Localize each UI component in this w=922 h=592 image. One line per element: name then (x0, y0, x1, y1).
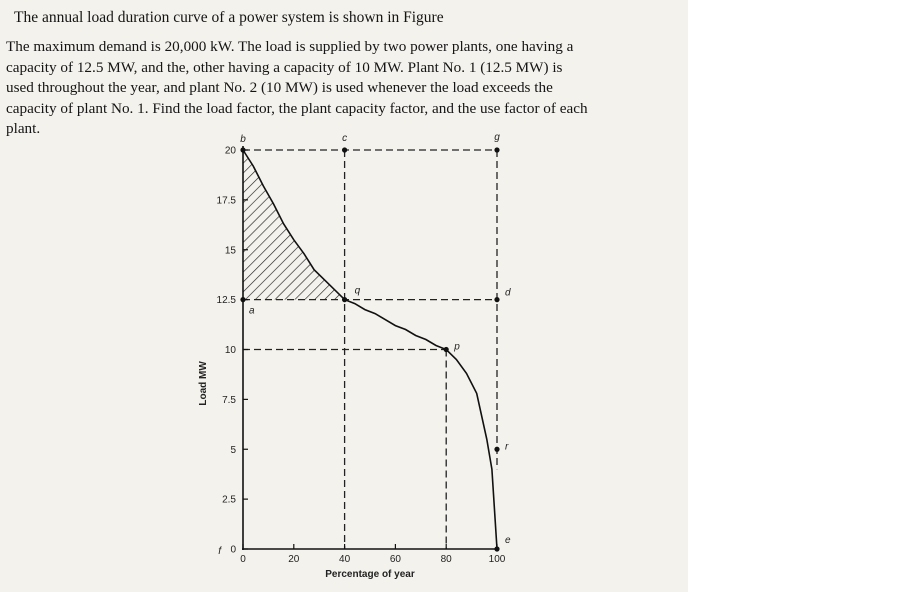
point-c-marker (342, 147, 347, 152)
y-tick-label: 5 (230, 444, 236, 456)
y-tick-label: 15 (224, 245, 236, 257)
y-tick-label: 20 (224, 145, 236, 157)
point-label-p: p (454, 341, 460, 353)
point-label-e: e (505, 535, 511, 546)
x-tick-label: 100 (488, 554, 506, 565)
x-tick-label: 20 (288, 554, 300, 565)
y-tick-label: 7.5 (222, 394, 236, 406)
point-label-r: r (505, 441, 509, 453)
x-tick-label: 80 (440, 554, 452, 565)
y-axis-label: Load MW (198, 361, 209, 406)
problem-line: The maximum demand is 20,000 kW. The load is supplied by two power plants, one having a (6, 38, 574, 55)
x-tick-label: 60 (389, 554, 401, 565)
point-label-c: c (342, 133, 348, 144)
point-d-marker (494, 297, 499, 302)
point-label-a: a (249, 305, 255, 317)
point-label-g: g (494, 132, 500, 143)
y-tick-label: 2.5 (222, 494, 236, 506)
point-p-marker (444, 347, 449, 352)
point-label-f: f (218, 546, 221, 557)
y-tick-label: 12.5 (216, 295, 236, 307)
hatched-region (243, 150, 345, 300)
point-e-marker (494, 546, 499, 551)
point-r-marker (494, 447, 499, 452)
x-axis-label: Percentage of year (325, 569, 415, 580)
point-a-marker (240, 297, 245, 302)
problem-line: plant. (6, 120, 41, 137)
point-q-marker (342, 297, 347, 302)
point-b-marker (240, 147, 245, 152)
x-tick-label: 0 (240, 554, 246, 565)
problem-title: The annual load duration curve of a power system is shown in Figure (14, 9, 444, 26)
x-tick-label: 40 (339, 554, 351, 565)
y-tick-label: 17.5 (216, 195, 236, 207)
problem-line: capacity of 12.5 MW, and the, other having a capacity of 10 MW. Plant No. 1 (12.5 MW) is (6, 58, 563, 76)
problem-line: capacity of plant No. 1. Find the load factor, the plant capacity factor, and the use factor of each (6, 99, 588, 117)
y-tick-label: 10 (224, 345, 236, 356)
y-tick-label: 0 (230, 544, 236, 556)
point-g-marker (494, 147, 499, 152)
point-label-b: b (240, 134, 246, 145)
problem-line: used throughout the year, and plant No. 2 (10 MW) is used whenever the load exceeds the (6, 79, 553, 96)
point-label-d: d (505, 287, 511, 299)
point-label-q: q (354, 285, 361, 297)
